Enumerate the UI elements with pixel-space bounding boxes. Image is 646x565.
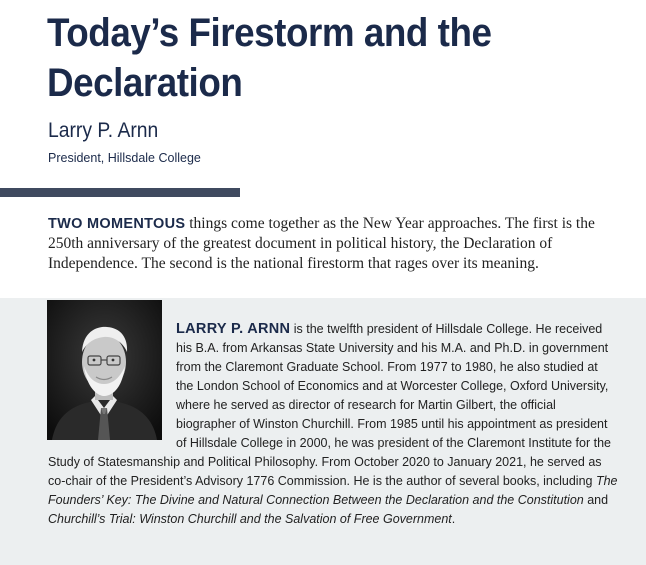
article-title: Today’s Firestorm and the Declaration: [47, 11, 492, 105]
divider-rule: [0, 188, 240, 197]
bio-text-2: and: [583, 493, 609, 507]
author-title: President, Hillsdale College: [48, 151, 201, 165]
author-name: Larry P. Arnn: [48, 119, 159, 142]
intro-text: things come together as the New Year approaches. The first is the 250th anniversary of the greatest document in political history, the Declaration of Independence. The second is the national firestorm that rages over its meaning.: [48, 215, 595, 272]
book-title-founders-key: The Founders’ Key: The Divine and Natural Connection Between the Declaration and the Constitution: [48, 474, 618, 507]
bio-text-3: .: [451, 512, 456, 526]
author-bio: [48, 320, 618, 529]
book-title-churchills-trial: Churchill’s Trial: Winston Churchill and the Salvation of Free Government: [48, 512, 452, 526]
photo-float-space: [48, 320, 176, 446]
bio-name: LARRY P. ARNN: [176, 321, 291, 337]
intro-paragraph: [48, 214, 604, 274]
intro-lead: TWO MOMENTOUS: [48, 216, 186, 232]
bio-text-1: is the twelfth president of Hillsdale College. He received his B.A. from Arkansas State University and his M.A. and Ph.D. in government from the Claremont Graduate School. From 1977 to 1980, he also studied at the London School of Economics and at Worcester College, Oxford University, where he served as director of research for Martin Gilbert, the official biographer of Winston Churchill. From 1985 until his appointment as president of Hillsdale College in 2000, he was president of the Claremont Institute for the Study of Statesmanship and Political Philosophy. From October 2020 to January 2021, he served as co-chair of the President’s Advisory 1776 Commission. He is the author of several books, including: [48, 322, 611, 488]
